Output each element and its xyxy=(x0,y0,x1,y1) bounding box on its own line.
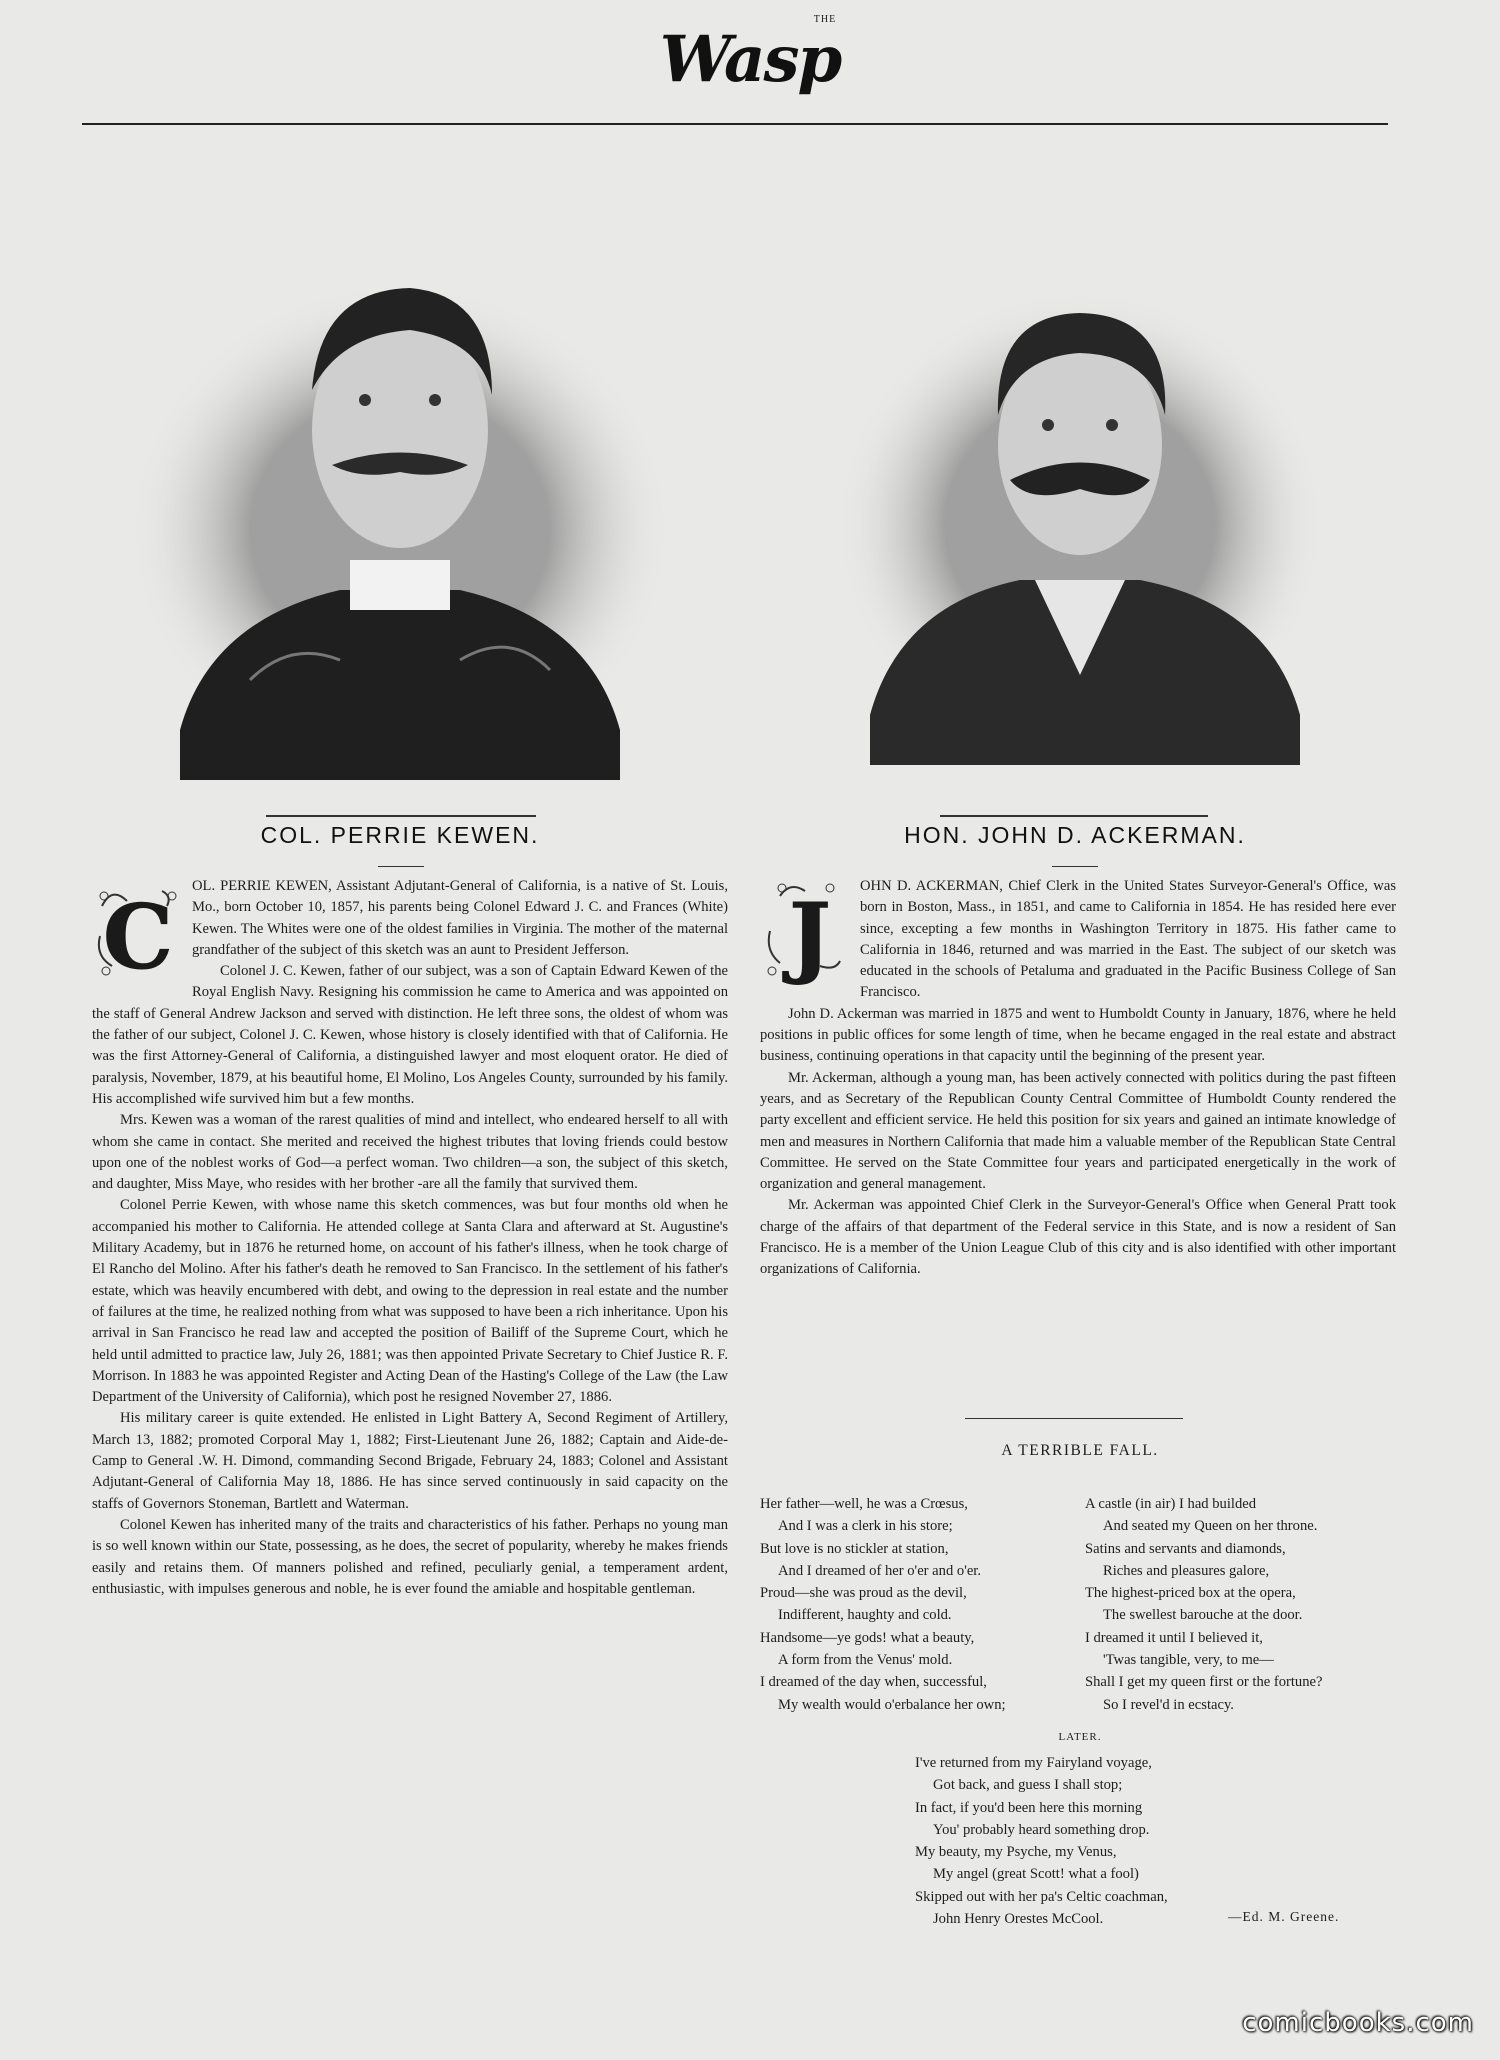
poem-line: I've returned from my Fairyland voyage, xyxy=(915,1755,1152,1771)
poem-later-stanza xyxy=(915,1752,1168,1930)
left-heading: COL. PERRIE KEWEN. xyxy=(260,822,540,848)
poem-line: A form from the Venus' mold. xyxy=(778,1652,953,1669)
portrait-ackerman xyxy=(830,275,1330,765)
poem-line: Indifferent, haughty and cold. xyxy=(778,1607,952,1624)
poem-line: 'Twas tangible, very, to me— xyxy=(1103,1652,1274,1669)
poem-line: I dreamed it until I believed it, xyxy=(1085,1629,1263,1646)
left-paragraph-3: Mrs. Kewen was a woman of the rarest qualities of mind and intellect, who endeared herself to all with whom she came in contact. She merited and received the highest tributes that loving friends could bestow upon one of the noblest works of God—a perfect woman. Two children—a son, the subject of this sketch, and daughter, Miss Maye, who resides with her brother -are all the family that survived them. xyxy=(92,1112,728,1193)
poem-line: And I dreamed of her o'er and o'er. xyxy=(778,1562,982,1579)
poem-author: —Ed. M. Greene. xyxy=(1228,1909,1340,1924)
poem-line: Her father—well, he was a Crœsus, xyxy=(760,1496,968,1512)
poem-line: Handsome—ye gods! what a beauty, xyxy=(760,1629,975,1646)
left-heading-underline xyxy=(378,866,424,867)
poem-line: Got back, and guess I shall stop; xyxy=(933,1777,1123,1794)
left-paragraph-5: His military career is quite extended. He enlisted in Light Battery A, Second Regiment of Artillery, March 13, 1882; promoted Corporal May 1, 1882; First-Lieutenant June 26, 1882; Captain and Aide-de-Camp to General .W. H. Dimond, commanding Second Brigade, February 24, 1883; Colonel and Assistant Adjutant-General of California May 18, 1886. He has since served continuously in said capacity on the staffs of Governors Stoneman, Bartlett and Waterman. xyxy=(92,1410,728,1512)
right-paragraph-2: John D. Ackerman was married in 1875 and went to Humboldt County in January, 1876, where he held positions in public offices for some length of time, when he became engaged in the real estate and abstract business, continuing operations in that capacity until the beginning of the present year. xyxy=(760,1005,1396,1065)
poem-later-label: LATER. xyxy=(1058,1731,1102,1743)
masthead-rule xyxy=(82,123,1388,125)
left-paragraph-4: Colonel Perrie Kewen, with whose name this sketch commences, was but four months old when he accompanied his mother to California. He attended college at Santa Clara and afterward at St. Augustine's Military Academy, but in 1876 he returned home, on account of his father's illness, when he took charge of El Rancho del Molino. After his father's death he removed to San Francisco. In the settlement of his father's estate, which was heavily encumbered with debt, and owing to the depression in real estate and the number of failures at the time, he realized nothing from what was supposed to have been a rich inheritance. Upon his arrival in San Francisco he read law and accepted the position of Bailiff of the Supreme Court, which he held until admitted to practice law, July 26, 1881; was then appointed Private Secretary to Chief Justice R. F. Morrison. In 1883 he was appointed Register and Acting Dean of the Hasting's College of the Law (the Law Department of the University of California), which post he resigned November 27, 1886. xyxy=(92,1197,728,1406)
masthead xyxy=(0,14,1500,95)
left-heading-rule xyxy=(266,815,536,817)
poem-line: Riches and pleasures galore, xyxy=(1103,1562,1270,1579)
right-heading: HON. JOHN D. ACKERMAN. xyxy=(904,822,1246,848)
poem-right-stanza xyxy=(1085,1493,1322,1716)
poem-line: You' probably heard something drop. xyxy=(933,1821,1150,1838)
poem-line: So I revel'd in ecstacy. xyxy=(1103,1696,1234,1713)
poem-line: John Henry Orestes McCool. xyxy=(933,1911,1104,1928)
poem-line: I dreamed of the day when, successful, xyxy=(760,1674,987,1691)
masthead-small-label: THE xyxy=(813,14,837,25)
dropcap-c xyxy=(92,876,184,986)
dropcap-j-letter: J xyxy=(789,883,831,986)
portrait-kewen xyxy=(120,260,680,780)
poem-line: Proud—she was proud as the devil, xyxy=(760,1585,967,1602)
poem-line: And seated my Queen on her throne. xyxy=(1103,1518,1318,1535)
right-paragraph-3: Mr. Ackerman, although a young man, has been actively connected with politics during the past fifteen years, and as Secretary of the Republican County Central Committee of Humboldt County rendered the party excellent and efficient service. He held this position for six years and gained an intimate knowledge of men and measures in Northern California that made him a valuable member of the Republican State Central Committee. He served on the State Committee four years and participated energetically in the work of organization and general management. xyxy=(760,1069,1396,1193)
left-article xyxy=(92,876,728,1600)
right-article xyxy=(760,876,1396,1281)
right-heading-underline xyxy=(1052,866,1098,867)
poem-line: In fact, if you'd been here this morning xyxy=(915,1799,1143,1816)
poem-line: But love is no stickler at station, xyxy=(760,1540,949,1557)
poem-line: A castle (in air) I had builded xyxy=(1085,1496,1257,1512)
left-paragraph-6: Colonel Kewen has inherited many of the traits and characteristics of his father. Perhaps no young man is so well known within our State, possessing, as he does, the secret of popularity, whereby he makes friends easily and retains them. Of manners polished and refined, peculiarly genial, a temperament ardent, enthusiastic, with impulses generous and noble, he is ever found the amiable and hospitable gentleman. xyxy=(92,1516,728,1597)
masthead-logo: Wasp xyxy=(659,22,841,97)
right-paragraph-1: OHN D. ACKERMAN, Chief Clerk in the United States Surveyor-General's Office, was born in Boston, Mass., in 1851, and came to California in 1854. He has resided here ever since, excepting a few months in Washington Territory in 1875. His father came to California in 1846, returned and was married in the East. The subject of our sketch was educated in the schools of Petaluma and graduated in the Pacific Business College of San Francisco. xyxy=(860,878,1396,1001)
left-paragraph-2: Colonel J. C. Kewen, father of our subject, was a son of Captain Edward Kewen of the Royal English Navy. Resigning his commission he came to America and was appointed on the staff of General Andrew Jackson and served with distinction. He left three sons, the oldest of whom was the father of our subject, Colonel J. C. Kewen, whose history is closely identified with that of California. He was the first Attorney-General of California, a distinguished lawyer and most eloquent orator. He died of paralysis, November, 1879, at his beautiful home, El Molino, Los Angeles County, surrounded by his family. His accomplished wife survived him but a few months. xyxy=(92,963,728,1107)
poem-line: Satins and servants and diamonds, xyxy=(1085,1540,1286,1557)
poem-line: The highest-priced box at the opera, xyxy=(1085,1585,1296,1602)
poem-line: My beauty, my Psyche, my Venus, xyxy=(915,1844,1117,1861)
poem-line: Skipped out with her pa's Celtic coachman, xyxy=(915,1888,1168,1905)
poem-line: My angel (great Scott! what a fool) xyxy=(933,1866,1139,1883)
poem-line: The swellest barouche at the door. xyxy=(1103,1607,1303,1624)
poem-line: My wealth would o'erbalance her own; xyxy=(778,1696,1006,1713)
poem-title: A TERRIBLE FALL. xyxy=(1001,1442,1159,1459)
poem-left-stanza xyxy=(760,1493,1006,1716)
dropcap-c-letter: C xyxy=(102,885,174,986)
watermark: comicbooks.com xyxy=(1242,2008,1474,2038)
poem-line: And I was a clerk in his store; xyxy=(778,1518,953,1535)
dropcap-j xyxy=(760,876,852,986)
poem-line: Shall I get my queen first or the fortune? xyxy=(1085,1674,1323,1691)
left-paragraph-1: OL. PERRIE KEWEN, Assistant Adjutant-General of California, is a native of St. Louis, Mo., born October 10, 1857, his parents being Colonel Edward J. C. and Frances (White) Kewen. The Whites were one of the oldest families in Virginia. The mother of the maternal grandfather of the subject of this sketch was an aunt to President Jefferson. xyxy=(192,878,728,958)
right-heading-rule xyxy=(940,815,1208,817)
right-paragraph-4: Mr. Ackerman was appointed Chief Clerk in the Surveyor-General's Office when General Pratt took charge of the affairs of that department of the Federal service in this State, and is now a resident of San Francisco. He is a member of the Union League Club of this city and is also identified with other important organizations of California. xyxy=(760,1197,1396,1278)
poem-top-rule xyxy=(965,1418,1183,1419)
